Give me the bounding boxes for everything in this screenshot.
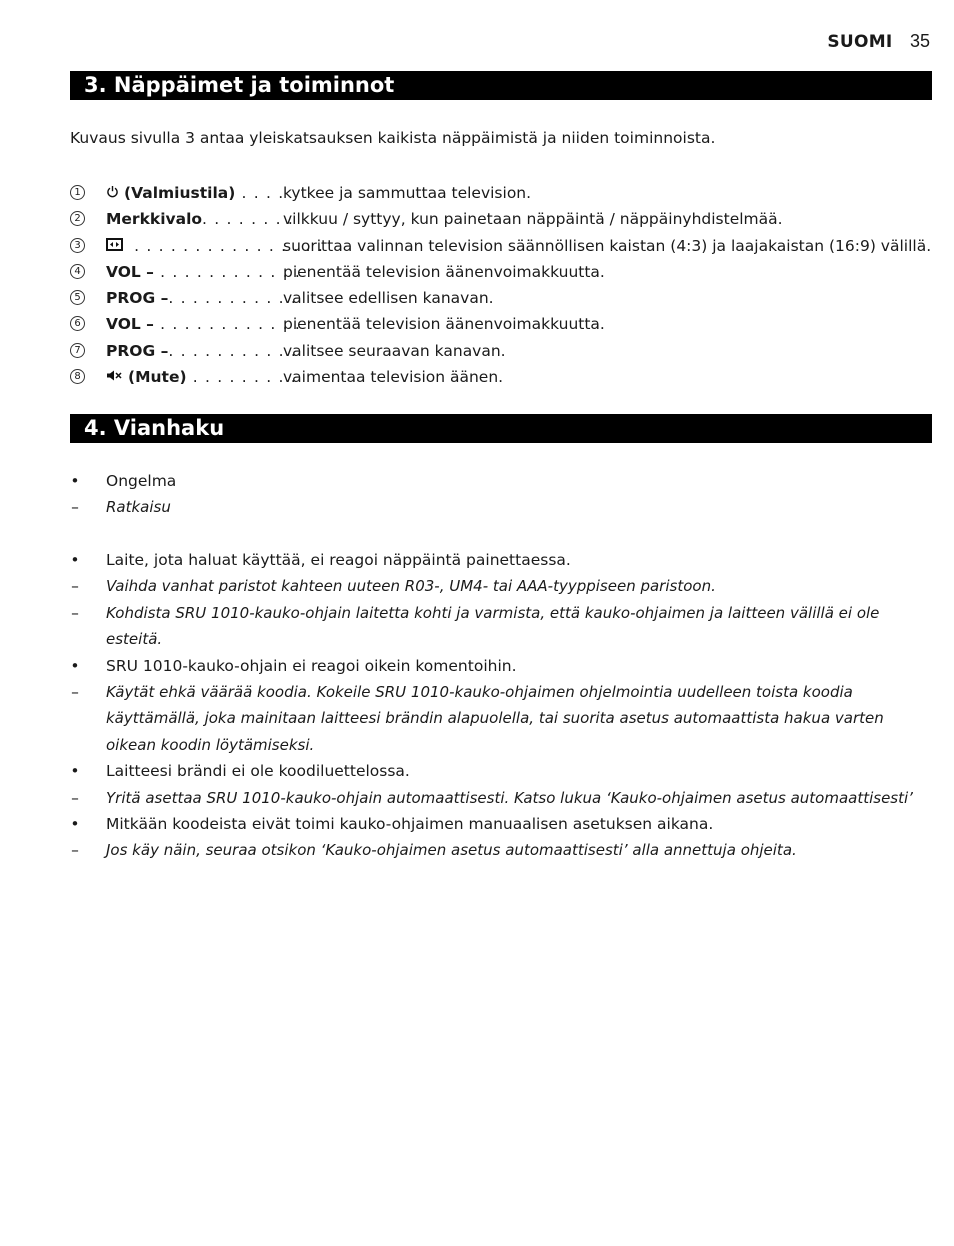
dash-marker: – [71,498,79,516]
key-row [70,285,940,311]
key-label: PROG – [106,341,169,360]
item-number: 8 [70,369,85,384]
key-name [106,259,301,285]
bullet-marker: • [70,657,80,675]
dash-marker: – [71,683,79,701]
bullet-marker: • [70,815,80,833]
dash-marker: – [71,577,79,595]
key-label: VOL – [106,262,154,281]
widescreen-icon [106,233,123,259]
leader-dots: . . . . . . . . . . . [168,341,298,360]
item-text: esteitä. [106,630,163,648]
key-description: vilkkuu / syttyy, kun painetaan näppäintä / näppäinyhdistelmää. [283,210,783,229]
item-number: 7 [70,343,85,358]
item-text: oikean koodin löytämiseksi. [106,736,315,754]
key-label: (Mute) [128,368,187,387]
key-description: pienentää television äänenvoimakkuutta. [283,315,605,334]
key-name [106,364,297,390]
dash-marker: – [71,841,79,859]
key-row [70,364,940,390]
leader-dots: . . . . . . . . . [186,368,297,387]
key-row [70,311,940,337]
mute-icon [106,364,123,390]
key-label: PROG – [106,289,169,308]
item-number: 1 [70,185,85,200]
dash-marker: – [71,604,79,622]
item-text: SRU 1010-kauko-ohjain ei reagoi oikein komentoihin. [106,657,517,675]
key-label: VOL – [106,315,154,334]
key-label: Merkkivalo [106,210,203,229]
language-label: SUOMI [827,32,893,52]
page-number: 35 [909,31,930,51]
key-description: valitsee seuraavan kanavan. [283,341,506,360]
key-name [106,285,297,311]
key-description: vaimentaa television äänen. [283,368,504,387]
item-text: Yritä asettaa SRU 1010-kauko-ohjain automaattisesti. Katso lukua ‘Kauko-ohjaimen asetus automaattisesti’ [106,789,913,807]
key-name [106,338,297,364]
page-header [827,31,930,52]
item-text: Käytät ehkä väärää koodia. Kokeile SRU 1010-kauko-ohjaimen ohjelmointia uudelleen toista koodia [106,683,853,701]
item-text: käyttämällä, joka mainitaan laitteesi brändin alapuolella, tai suorita asetus automaattista hakua varten [106,709,884,727]
dash-marker: – [71,789,79,807]
leader-dots: . . . . [235,184,285,202]
key-name [106,206,294,232]
item-text: Kohdista SRU 1010-kauko-ohjain laitetta kohti ja varmista, että kauko-ohjaimen ja laitteen välillä ei ole [106,604,880,622]
key-row [70,338,940,364]
intro-text: Kuvaus sivulla 3 antaa yleiskatsauksen kaikista näppäimistä ja niiden toiminnoista. [70,129,716,147]
key-row [70,180,940,206]
item-number: 5 [70,290,85,305]
key-row [70,259,940,285]
item-text: Laitteesi brändi ei ole koodiluettelossa. [106,762,410,780]
item-text: Laite, jota haluat käyttää, ei reagoi näppäintä painettaessa. [106,551,571,569]
bullet-marker: • [70,551,80,569]
item-number: 2 [70,211,85,226]
bullet-marker: • [70,762,80,780]
legend-problem-label: Ongelma [106,472,177,490]
key-description: kytkee ja sammuttaa television. [283,184,532,202]
section-title-troubleshooting: 4. Vianhaku [70,414,932,443]
leader-dots: . . . . . . . . . . . . . . . . [128,236,325,255]
key-description: suorittaa valinnan television säännöllisen kaistan (4:3) ja laajakaistan (16:9) välillä. [283,236,932,255]
leader-dots: . . . . . . . . . . . . [153,262,301,281]
section-title-keys: 3. Näppäimet ja toiminnot [70,71,932,100]
legend-solution-label: Ratkaisu [106,498,171,516]
key-description: pienentää television äänenvoimakkuutta. [283,262,605,281]
leader-dots: . . . . . . . . . . . . [153,315,301,334]
key-row [70,233,940,259]
item-text: Vaihda vanhat paristot kahteen uuteen R03-, UM4- tai AAA-tyyppiseen paristoon. [106,577,716,595]
key-name [106,311,301,337]
key-description: valitsee edellisen kanavan. [283,289,494,308]
item-text: Mitkään koodeista eivät toimi kauko-ohjaimen manuaalisen asetuksen aikana. [106,815,714,833]
item-number: 3 [70,238,85,253]
power-icon [106,180,119,206]
leader-dots: . . . . . . . . . . . [168,289,298,308]
key-name [106,180,284,206]
key-label: (Valmiustila) [124,184,236,202]
bullet-marker: • [70,472,80,490]
key-row [70,206,940,232]
item-number: 6 [70,316,85,331]
item-text: Jos käy näin, seuraa otsikon ‘Kauko-ohjaimen asetus automaattisesti’ alla annettuja ohjeita. [106,841,797,859]
leader-dots: . . . . . . . . [202,210,294,229]
item-number: 4 [70,264,85,279]
key-list [70,180,940,390]
